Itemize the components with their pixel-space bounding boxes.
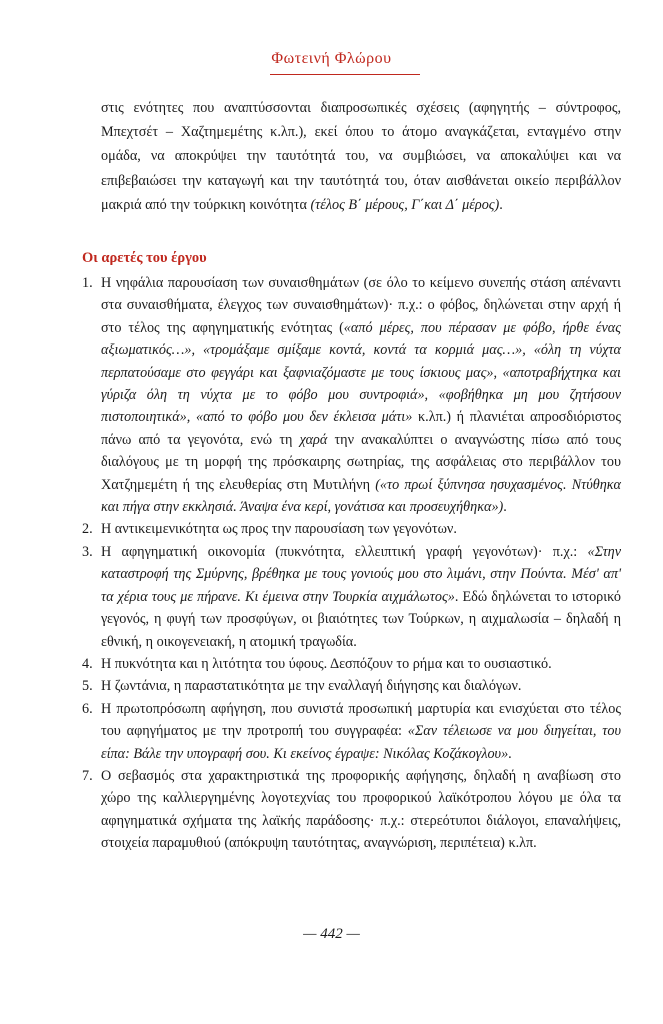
item-text: κ.λπ.) ή πλανιέται απροσδιόριστος πάνω από τα γεγονότα, ενώ τη [101, 409, 621, 448]
list-item [82, 541, 621, 653]
item-text: Η πυκνότητα και η λιτότητα του ύφους. Δεσπόζουν το ρήμα και το ουσιαστικό. [101, 655, 552, 672]
running-header: Φωτεινή Φλώρου [271, 50, 392, 67]
intro-paragraph [101, 96, 621, 217]
item-text: . [503, 499, 507, 516]
list-item [82, 765, 621, 855]
item-number: 5. [82, 678, 93, 695]
item-text: . [508, 745, 512, 762]
item-text: Η αντικειμενικότητα ως προς την παρουσίαση των γεγονότων. [101, 521, 457, 538]
item-quote: («το πρωί ξύπνησα ησυχασμένος. Ντύθηκα και πήγα στην εκκλησιά. Άναψα ένα κερί, γονάτισα και προσευχήθηκα») [101, 476, 622, 516]
item-text: Ο σεβασμός στα χαρακτηριστικά της προφορικής αφήγησης, δηλαδή η αναβίωση στο χώρο της καλλιεργημένης λογοτεχνίας του προφορικού λαϊκότροπου λόγου με όλα τα αφηγηματικά σχήματα της λαϊκής παράδοσης· π.χ.: στερεότυποι διάλογοι, επαναλήψεις, στοιχεία παραμυθιού (απόκρυψη ταυτότητας, αναγνώριση, περιπέτεια) κ.λπ. [101, 767, 621, 852]
item-text: . Εδώ δηλώνεται το ιστορικό γεγονός, η φυγή των προσφύγων, οι βιαιότητες των Τούρκων, η αιχμαλωσία – δηλαδή η εθνική, η οικογενειακή, η ατομική τραγωδία. [101, 588, 622, 650]
item-number: 3. [82, 543, 93, 560]
item-number: 6. [82, 700, 93, 717]
list-item [82, 675, 621, 697]
list-item [82, 698, 621, 765]
item-text: Η πρωτοπρόσωπη αφήγηση, που συνιστά προσωπική μαρτυρία και ενισχύεται στο τέλος του αφηγήματος με την προτροπή του συγγραφέα: [101, 700, 621, 740]
item-text: Η ζωντάνια, η παραστατικότητα με την εναλλαγή διήγησης και διαλόγων. [101, 678, 522, 695]
item-number: 1. [82, 275, 93, 291]
item-text: Η νηφάλια παρουσίαση των συναισθημάτων (σε όλο το κείμενο συνεπής στάση απέναντι στα συναισθήματα, έλεγχος των συναισθημάτων)· π.χ.: ο φόβος, δηλώνεται στην αρχή ή στο τέλος της αφηγηματικής ενότητας ( [101, 275, 621, 336]
item-quote: «από μέρες, που πέρασαν με φόβο, ήρθε ένας αξιωματικός…», «τρομάξαμε σμίξαμε κοντά, κοντά τα κορμιά μας…», «όλη τη νύχτα περπατούσαμε στο φεγγάρι και ξαφνιαζόμαστε με τους ίσκιους μας», «αποτραβήχτηκα και γύριζα όλη τη νύχτα με το φόβο μου συντροφιά», «φοβήθηκα μη μου ζητήσουν πιστοποιητικά», «από το φόβο μου δεν έκλεισα μάτι» [101, 319, 621, 426]
list-item [82, 272, 621, 518]
intro-italic: (τέλος Β΄ μέρους, Γ΄και Δ΄ μέρος) [310, 196, 500, 213]
header-underline [270, 74, 420, 75]
virtues-list [82, 272, 621, 855]
item-number: 4. [82, 655, 93, 672]
item-quote: «Σαν τέλειωσε να μου διηγείται, του είπα: Βάλε την υπογραφή σου. Κι εκείνος έγραψε: Νικόλας Κοζάκογλου» [101, 723, 621, 762]
section-title: Οι αρετές του έργου [82, 250, 207, 266]
page-number: — 442 — [303, 926, 360, 942]
item-text: Η αφηγηματική οικονομία (πυκνότητα, ελλειπτική γραφή γεγονότων)· π.χ.: [101, 543, 588, 560]
item-number: 7. [82, 767, 93, 784]
item-text: την ανακαλύπτει ο αναγνώστης πίσω από τους διαλόγους με τη μορφή της πρόσκαιρης σωτηρίας, της ασφάλειας στο περιβάλλον του Χατζημεμέτη ή της ελευθερίας στη Μυτιλήνη [101, 431, 621, 493]
list-item [82, 653, 621, 675]
item-quote: «Στην καταστροφή της Σμύρνης, βρέθηκα με τους γονιούς μου στο λιμάνι, στην Πούντα. Μέσ' απ' τα χέρια τους με πήρανε. Κι έμεινα στην Τουρκία αιχμάλωτος» [101, 543, 621, 605]
list-item [82, 518, 621, 540]
item-number: 2. [82, 521, 93, 538]
intro-text: στις ενότητες που αναπτύσσονται διαπροσωπικές σχέσεις (αφηγητής – σύντροφος, Μπεχτσέτ – Χαζτημεμέτης κ.λπ.), εκεί όπου το άτομο αναγκάζεται, ενταγμένο στην ομάδα, να αποκρύψει την ταυτότητά του, να συμβιώσει, να αποκαλύψει και να επιβεβαιώσει την καταγωγή και την ταυτότητά του, όταν αισθάνεται οικείο περιβάλλον μακριά από την τούρκικη κοινότητα [101, 100, 621, 213]
intro-end: . [499, 196, 503, 213]
item-emphasis: χαρά [299, 431, 328, 448]
